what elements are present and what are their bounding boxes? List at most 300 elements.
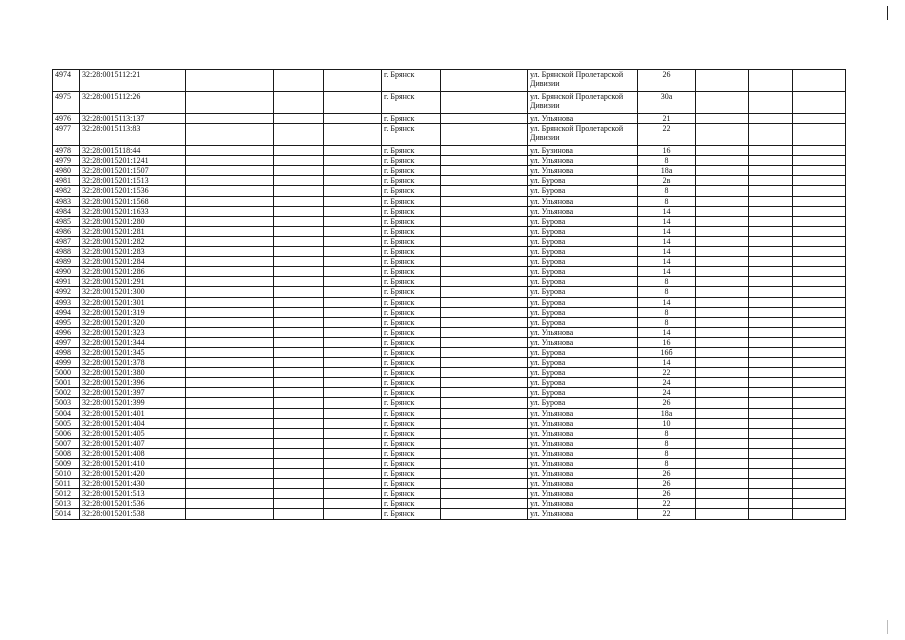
- house-number-cell: 26: [638, 469, 696, 479]
- house-number-cell: 26: [638, 489, 696, 499]
- table-row: [53, 388, 846, 398]
- empty-cell: [793, 206, 846, 216]
- empty-cell: [696, 236, 749, 246]
- empty-cell: [749, 317, 793, 327]
- house-number-cell: 26: [638, 70, 696, 92]
- empty-cell: [274, 418, 324, 428]
- empty-cell: [186, 408, 274, 418]
- empty-cell: [274, 297, 324, 307]
- empty-cell: [324, 358, 382, 368]
- empty-cell: [186, 92, 274, 114]
- empty-cell: [441, 114, 528, 124]
- table-row: [53, 156, 846, 166]
- empty-cell: [696, 196, 749, 206]
- empty-cell: [274, 92, 324, 114]
- empty-cell: [324, 226, 382, 236]
- city-cell: г. Брянск: [382, 459, 441, 469]
- empty-cell: [274, 368, 324, 378]
- table-row: [53, 236, 846, 246]
- empty-cell: [696, 114, 749, 124]
- table-row: [53, 297, 846, 307]
- cadastral-number-cell: 32:28:0015201:397: [80, 388, 186, 398]
- empty-cell: [274, 226, 324, 236]
- empty-cell: [324, 317, 382, 327]
- empty-cell: [696, 408, 749, 418]
- house-number-cell: 22: [638, 124, 696, 146]
- empty-cell: [274, 358, 324, 368]
- empty-cell: [186, 287, 274, 297]
- row-number-cell: 5005: [53, 418, 80, 428]
- empty-cell: [441, 186, 528, 196]
- row-number-cell: 5008: [53, 448, 80, 458]
- street-cell: ул. Бурова: [528, 226, 638, 236]
- table-row: [53, 226, 846, 236]
- city-cell: г. Брянск: [382, 146, 441, 156]
- register-table-body: [53, 70, 846, 520]
- house-number-cell: 14: [638, 236, 696, 246]
- house-number-cell: 14: [638, 297, 696, 307]
- empty-cell: [696, 479, 749, 489]
- empty-cell: [324, 146, 382, 156]
- city-cell: г. Брянск: [382, 307, 441, 317]
- empty-cell: [441, 398, 528, 408]
- empty-cell: [324, 287, 382, 297]
- street-cell: ул. Бурова: [528, 236, 638, 246]
- cadastral-number-cell: 32:28:0015201:300: [80, 287, 186, 297]
- house-number-cell: 22: [638, 509, 696, 519]
- empty-cell: [696, 327, 749, 337]
- empty-cell: [793, 418, 846, 428]
- house-number-cell: 16: [638, 146, 696, 156]
- empty-cell: [324, 499, 382, 509]
- empty-cell: [441, 70, 528, 92]
- row-number-cell: 4988: [53, 247, 80, 257]
- empty-cell: [186, 124, 274, 146]
- empty-cell: [274, 257, 324, 267]
- empty-cell: [324, 257, 382, 267]
- street-cell: ул. Ульянова: [528, 114, 638, 124]
- cadastral-number-cell: 32:28:0015201:1513: [80, 176, 186, 186]
- empty-cell: [749, 499, 793, 509]
- cadastral-number-cell: 32:28:0015201:396: [80, 378, 186, 388]
- empty-cell: [274, 277, 324, 287]
- house-number-cell: 21: [638, 114, 696, 124]
- cadastral-number-cell: 32:28:0015201:323: [80, 327, 186, 337]
- empty-cell: [274, 327, 324, 337]
- empty-cell: [274, 236, 324, 246]
- empty-cell: [274, 438, 324, 448]
- empty-cell: [696, 124, 749, 146]
- cadastral-number-cell: 32:28:0015201:281: [80, 226, 186, 236]
- city-cell: г. Брянск: [382, 216, 441, 226]
- empty-cell: [186, 398, 274, 408]
- empty-cell: [186, 146, 274, 156]
- cadastral-number-cell: 32:28:0015201:430: [80, 479, 186, 489]
- city-cell: г. Брянск: [382, 124, 441, 146]
- street-cell: ул. Бурова: [528, 267, 638, 277]
- house-number-cell: 30а: [638, 92, 696, 114]
- empty-cell: [274, 378, 324, 388]
- empty-cell: [696, 469, 749, 479]
- empty-cell: [441, 267, 528, 277]
- empty-cell: [441, 92, 528, 114]
- empty-cell: [186, 358, 274, 368]
- empty-cell: [186, 206, 274, 216]
- empty-cell: [793, 196, 846, 206]
- empty-cell: [274, 114, 324, 124]
- scan-edge-mark: [887, 620, 888, 634]
- house-number-cell: 8: [638, 156, 696, 166]
- street-cell: ул. Бурова: [528, 216, 638, 226]
- empty-cell: [696, 358, 749, 368]
- street-cell: ул. Ульянова: [528, 448, 638, 458]
- city-cell: г. Брянск: [382, 408, 441, 418]
- cadastral-number-cell: 32:28:0015201:410: [80, 459, 186, 469]
- street-cell: ул. Бурова: [528, 358, 638, 368]
- empty-cell: [186, 378, 274, 388]
- row-number-cell: 4992: [53, 287, 80, 297]
- empty-cell: [441, 257, 528, 267]
- street-cell: ул. Ульянова: [528, 428, 638, 438]
- empty-cell: [324, 267, 382, 277]
- empty-cell: [441, 307, 528, 317]
- empty-cell: [696, 287, 749, 297]
- empty-cell: [696, 448, 749, 458]
- cadastral-number-cell: 32:28:0015201:282: [80, 236, 186, 246]
- house-number-cell: 26: [638, 398, 696, 408]
- empty-cell: [274, 216, 324, 226]
- empty-cell: [696, 166, 749, 176]
- empty-cell: [324, 166, 382, 176]
- empty-cell: [274, 186, 324, 196]
- row-number-cell: 4991: [53, 277, 80, 287]
- empty-cell: [793, 267, 846, 277]
- empty-cell: [793, 216, 846, 226]
- empty-cell: [696, 277, 749, 287]
- empty-cell: [441, 226, 528, 236]
- empty-cell: [441, 448, 528, 458]
- empty-cell: [324, 92, 382, 114]
- empty-cell: [186, 257, 274, 267]
- row-number-cell: 4974: [53, 70, 80, 92]
- row-number-cell: 5001: [53, 378, 80, 388]
- row-number-cell: 4990: [53, 267, 80, 277]
- empty-cell: [441, 428, 528, 438]
- house-number-cell: 22: [638, 368, 696, 378]
- cadastral-number-cell: 32:28:0015201:420: [80, 469, 186, 479]
- empty-cell: [186, 70, 274, 92]
- empty-cell: [324, 479, 382, 489]
- empty-cell: [186, 267, 274, 277]
- city-cell: г. Брянск: [382, 509, 441, 519]
- table-row: [53, 196, 846, 206]
- table-row: [53, 459, 846, 469]
- empty-cell: [186, 388, 274, 398]
- house-number-cell: 14: [638, 327, 696, 337]
- cadastral-number-cell: 32:28:0015201:538: [80, 509, 186, 519]
- empty-cell: [441, 176, 528, 186]
- empty-cell: [441, 378, 528, 388]
- table-row: [53, 489, 846, 499]
- cadastral-number-cell: 32:28:0015201:301: [80, 297, 186, 307]
- row-number-cell: 5009: [53, 459, 80, 469]
- empty-cell: [186, 428, 274, 438]
- row-number-cell: 4987: [53, 236, 80, 246]
- empty-cell: [793, 297, 846, 307]
- empty-cell: [749, 307, 793, 317]
- table-row: [53, 378, 846, 388]
- row-number-cell: 5007: [53, 438, 80, 448]
- empty-cell: [324, 347, 382, 357]
- empty-cell: [749, 146, 793, 156]
- city-cell: г. Брянск: [382, 206, 441, 216]
- house-number-cell: 8: [638, 287, 696, 297]
- table-row: [53, 124, 846, 146]
- empty-cell: [186, 196, 274, 206]
- row-number-cell: 4976: [53, 114, 80, 124]
- street-cell: ул. Ульянова: [528, 196, 638, 206]
- empty-cell: [793, 499, 846, 509]
- empty-cell: [274, 347, 324, 357]
- cadastral-number-cell: 32:28:0015201:284: [80, 257, 186, 267]
- cadastral-number-cell: 32:28:0015201:286: [80, 267, 186, 277]
- empty-cell: [274, 408, 324, 418]
- street-cell: ул. Бурова: [528, 317, 638, 327]
- city-cell: г. Брянск: [382, 438, 441, 448]
- empty-cell: [274, 156, 324, 166]
- empty-cell: [749, 469, 793, 479]
- cadastral-number-cell: 32:28:0015201:280: [80, 216, 186, 226]
- street-cell: ул. Ульянова: [528, 166, 638, 176]
- empty-cell: [696, 428, 749, 438]
- empty-cell: [749, 267, 793, 277]
- empty-cell: [186, 459, 274, 469]
- empty-cell: [749, 156, 793, 166]
- empty-cell: [696, 398, 749, 408]
- empty-cell: [696, 156, 749, 166]
- city-cell: г. Брянск: [382, 469, 441, 479]
- city-cell: г. Брянск: [382, 70, 441, 92]
- table-row: [53, 358, 846, 368]
- table-row: [53, 398, 846, 408]
- empty-cell: [749, 206, 793, 216]
- empty-cell: [793, 479, 846, 489]
- house-number-cell: 24: [638, 378, 696, 388]
- empty-cell: [274, 459, 324, 469]
- city-cell: г. Брянск: [382, 226, 441, 236]
- empty-cell: [793, 388, 846, 398]
- empty-cell: [696, 247, 749, 257]
- cadastral-number-cell: 32:28:0015201:401: [80, 408, 186, 418]
- table-row: [53, 267, 846, 277]
- empty-cell: [793, 70, 846, 92]
- city-cell: г. Брянск: [382, 156, 441, 166]
- empty-cell: [441, 206, 528, 216]
- cadastral-number-cell: 32:28:0015201:399: [80, 398, 186, 408]
- row-number-cell: 4997: [53, 337, 80, 347]
- empty-cell: [749, 408, 793, 418]
- empty-cell: [696, 347, 749, 357]
- street-cell: ул. Ульянова: [528, 459, 638, 469]
- city-cell: г. Брянск: [382, 448, 441, 458]
- street-cell: ул. Брянской Пролетарской Дивизии: [528, 124, 638, 146]
- empty-cell: [324, 448, 382, 458]
- table-row: [53, 509, 846, 519]
- empty-cell: [324, 216, 382, 226]
- empty-cell: [749, 257, 793, 267]
- cadastral-number-cell: 32:28:0015201:378: [80, 358, 186, 368]
- empty-cell: [324, 70, 382, 92]
- street-cell: ул. Ульянова: [528, 469, 638, 479]
- empty-cell: [749, 448, 793, 458]
- empty-cell: [324, 438, 382, 448]
- table-row: [53, 438, 846, 448]
- empty-cell: [793, 438, 846, 448]
- empty-cell: [441, 489, 528, 499]
- city-cell: г. Брянск: [382, 277, 441, 287]
- empty-cell: [274, 509, 324, 519]
- empty-cell: [324, 114, 382, 124]
- city-cell: г. Брянск: [382, 166, 441, 176]
- empty-cell: [324, 509, 382, 519]
- empty-cell: [749, 176, 793, 186]
- empty-cell: [324, 418, 382, 428]
- city-cell: г. Брянск: [382, 297, 441, 307]
- empty-cell: [441, 196, 528, 206]
- row-number-cell: 5012: [53, 489, 80, 499]
- street-cell: ул. Бурова: [528, 297, 638, 307]
- empty-cell: [324, 408, 382, 418]
- empty-cell: [793, 166, 846, 176]
- table-row: [53, 176, 846, 186]
- empty-cell: [749, 277, 793, 287]
- street-cell: ул. Ульянова: [528, 418, 638, 428]
- table-row: [53, 499, 846, 509]
- city-cell: г. Брянск: [382, 378, 441, 388]
- empty-cell: [441, 469, 528, 479]
- house-number-cell: 2в: [638, 176, 696, 186]
- empty-cell: [696, 368, 749, 378]
- row-number-cell: 4975: [53, 92, 80, 114]
- empty-cell: [186, 489, 274, 499]
- scan-edge-mark: [887, 6, 888, 20]
- empty-cell: [324, 459, 382, 469]
- city-cell: г. Брянск: [382, 186, 441, 196]
- street-cell: ул. Ульянова: [528, 156, 638, 166]
- table-row: [53, 368, 846, 378]
- street-cell: ул. Бурова: [528, 307, 638, 317]
- city-cell: г. Брянск: [382, 317, 441, 327]
- empty-cell: [186, 317, 274, 327]
- empty-cell: [441, 216, 528, 226]
- empty-cell: [441, 156, 528, 166]
- empty-cell: [274, 287, 324, 297]
- empty-cell: [696, 226, 749, 236]
- city-cell: г. Брянск: [382, 257, 441, 267]
- empty-cell: [696, 146, 749, 156]
- empty-cell: [441, 236, 528, 246]
- empty-cell: [696, 509, 749, 519]
- street-cell: ул. Брянской Пролетарской Дивизии: [528, 92, 638, 114]
- empty-cell: [274, 70, 324, 92]
- street-cell: ул. Ульянова: [528, 327, 638, 337]
- table-row: [53, 216, 846, 226]
- empty-cell: [274, 247, 324, 257]
- city-cell: г. Брянск: [382, 92, 441, 114]
- empty-cell: [749, 479, 793, 489]
- empty-cell: [274, 479, 324, 489]
- cadastral-number-cell: 32:28:0015201:1507: [80, 166, 186, 176]
- empty-cell: [793, 358, 846, 368]
- cadastral-number-cell: 32:28:0015201:536: [80, 499, 186, 509]
- row-number-cell: 4993: [53, 297, 80, 307]
- empty-cell: [793, 368, 846, 378]
- cadastral-number-cell: 32:28:0015201:407: [80, 438, 186, 448]
- table-row: [53, 469, 846, 479]
- empty-cell: [749, 438, 793, 448]
- city-cell: г. Брянск: [382, 337, 441, 347]
- street-cell: ул. Брянской Пролетарской Дивизии: [528, 70, 638, 92]
- cadastral-number-cell: 32:28:0015201:408: [80, 448, 186, 458]
- empty-cell: [696, 307, 749, 317]
- empty-cell: [793, 317, 846, 327]
- row-number-cell: 4982: [53, 186, 80, 196]
- city-cell: г. Брянск: [382, 176, 441, 186]
- table-row: [53, 186, 846, 196]
- empty-cell: [324, 297, 382, 307]
- house-number-cell: 26: [638, 479, 696, 489]
- empty-cell: [441, 277, 528, 287]
- empty-cell: [186, 499, 274, 509]
- empty-cell: [441, 459, 528, 469]
- row-number-cell: 4998: [53, 347, 80, 357]
- empty-cell: [749, 398, 793, 408]
- empty-cell: [696, 438, 749, 448]
- city-cell: г. Брянск: [382, 428, 441, 438]
- city-cell: г. Брянск: [382, 479, 441, 489]
- empty-cell: [696, 176, 749, 186]
- house-number-cell: 8: [638, 448, 696, 458]
- empty-cell: [696, 337, 749, 347]
- empty-cell: [749, 368, 793, 378]
- empty-cell: [793, 448, 846, 458]
- empty-cell: [441, 479, 528, 489]
- empty-cell: [696, 186, 749, 196]
- table-row: [53, 92, 846, 114]
- empty-cell: [749, 236, 793, 246]
- empty-cell: [186, 438, 274, 448]
- empty-cell: [186, 337, 274, 347]
- empty-cell: [696, 206, 749, 216]
- cadastral-number-cell: 32:28:0015201:1568: [80, 196, 186, 206]
- empty-cell: [749, 337, 793, 347]
- empty-cell: [186, 297, 274, 307]
- cadastral-number-cell: 32:28:0015201:345: [80, 347, 186, 357]
- empty-cell: [441, 327, 528, 337]
- empty-cell: [696, 257, 749, 267]
- row-number-cell: 4977: [53, 124, 80, 146]
- empty-cell: [324, 176, 382, 186]
- row-number-cell: 5003: [53, 398, 80, 408]
- empty-cell: [793, 378, 846, 388]
- table-row: [53, 287, 846, 297]
- empty-cell: [441, 146, 528, 156]
- cadastral-number-cell: 32:28:0015201:320: [80, 317, 186, 327]
- row-number-cell: 5002: [53, 388, 80, 398]
- empty-cell: [793, 114, 846, 124]
- empty-cell: [749, 347, 793, 357]
- empty-cell: [793, 347, 846, 357]
